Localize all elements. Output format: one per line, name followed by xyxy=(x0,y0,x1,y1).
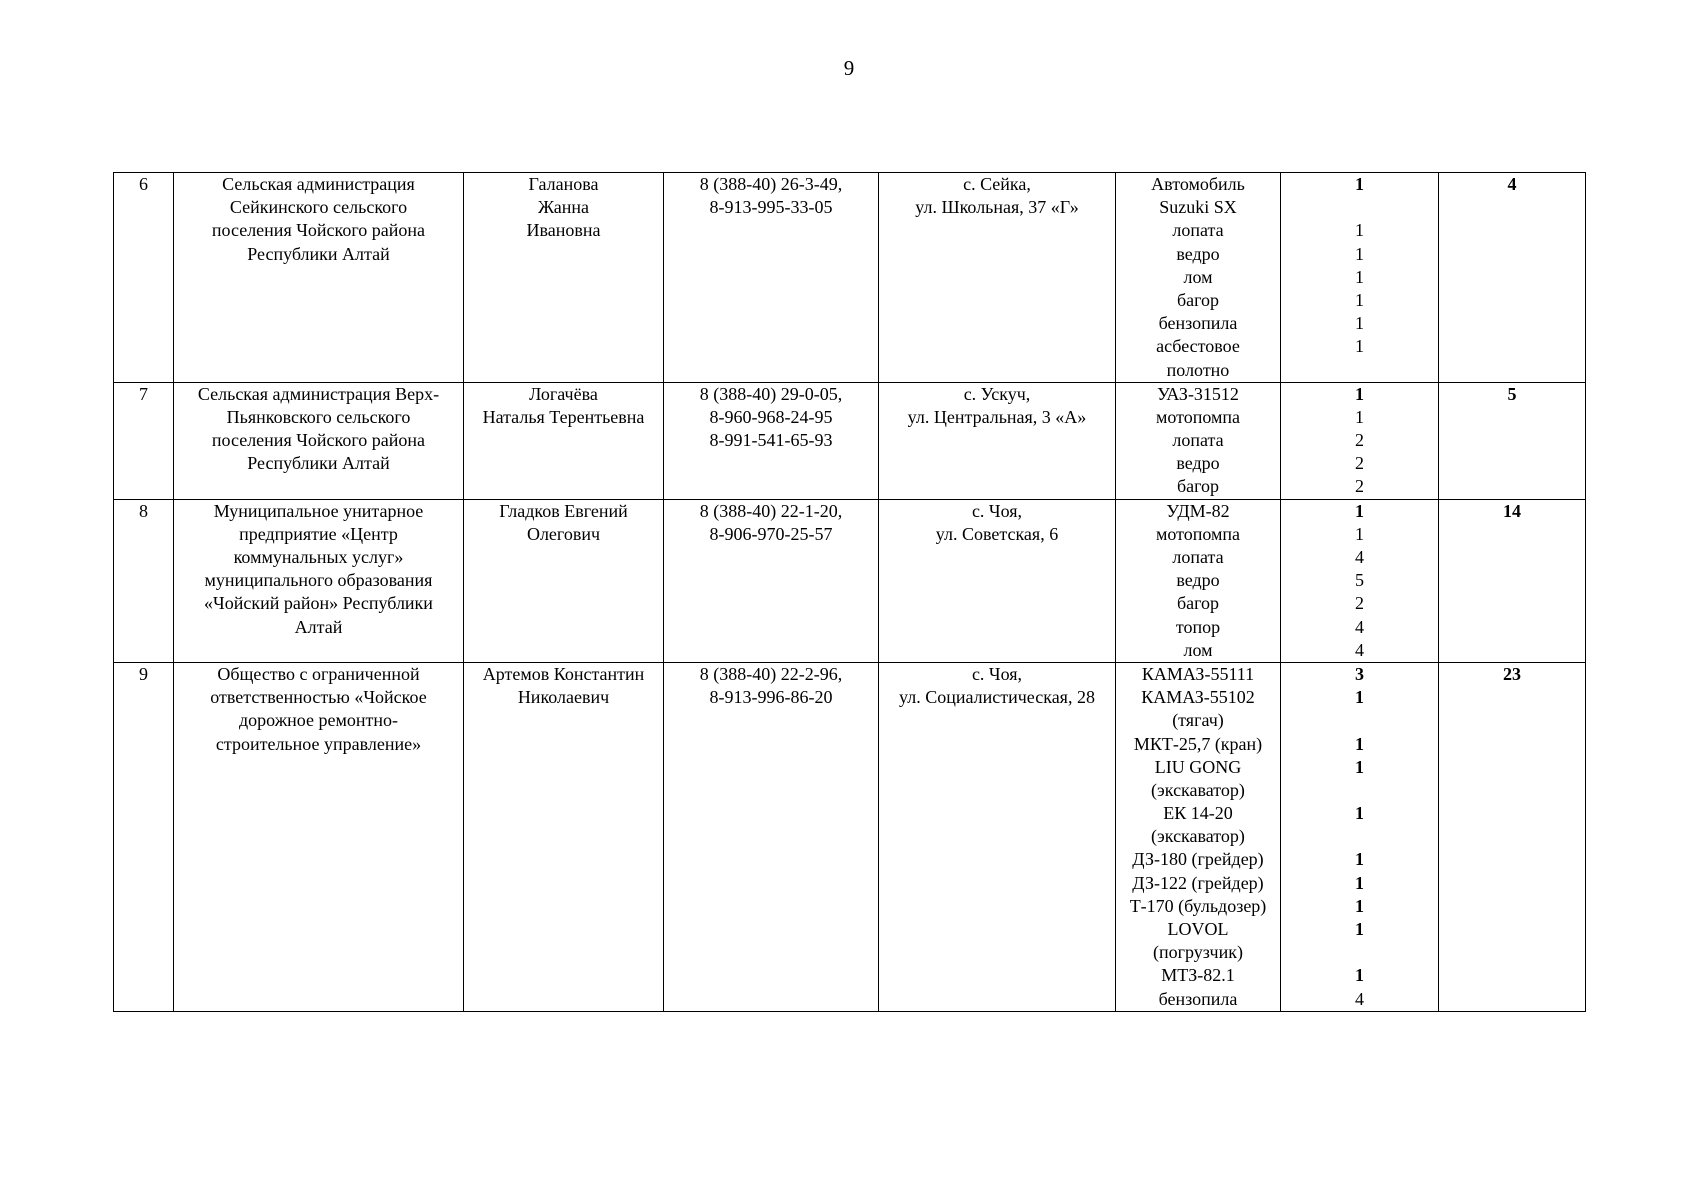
quantity-cell xyxy=(1281,499,1439,662)
quantity-item xyxy=(1285,709,1434,732)
quantity-item: 1 xyxy=(1355,872,1364,893)
quantity-item: 2 xyxy=(1355,476,1364,497)
equipment-cell xyxy=(1116,382,1281,499)
equipment-item: лопата xyxy=(1172,547,1224,567)
equipment-item: УДМ-82 xyxy=(1166,500,1230,521)
phone-cell: 8 (388-40) 29-0-05, 8-960-968-24-95 8-991-541-65-93 xyxy=(664,382,879,499)
quantity-item: 1 xyxy=(1355,336,1364,357)
quantity-item: 1 xyxy=(1355,523,1364,544)
organization-cell: Сельская администрация Верх- Пьянковского сельского поселения Чойского района Республики Алтай xyxy=(174,382,464,499)
equipment-item: МКТ-25,7 (кран) xyxy=(1133,733,1263,754)
equipment-item: УАЗ-31512 xyxy=(1157,383,1239,404)
quantity-item xyxy=(1285,941,1434,964)
phone-cell: 8 (388-40) 22-2-96, 8-913-996-86-20 xyxy=(664,662,879,1011)
quantity-item: 1 xyxy=(1355,266,1364,287)
equipment-item: ДЗ-122 (грейдер) xyxy=(1132,872,1264,893)
equipment-cell xyxy=(1116,662,1281,1011)
quantity-item: 1 xyxy=(1355,919,1364,939)
quantity-item: 1 xyxy=(1355,243,1364,264)
equipment-item: ведро xyxy=(1176,570,1220,591)
quantity-item xyxy=(1285,779,1434,802)
quantity-item: 1 xyxy=(1355,895,1364,916)
quantity-item: 1 xyxy=(1355,406,1364,427)
quantity-item: 2 xyxy=(1355,593,1364,614)
row-number-cell: 9 xyxy=(114,662,174,1011)
table-row xyxy=(114,173,1586,383)
quantity-item: 5 xyxy=(1355,570,1364,591)
equipment-item: бензопила xyxy=(1158,988,1238,1009)
equipment-item: (погрузчик) xyxy=(1153,942,1243,963)
equipment-table xyxy=(113,172,1586,1012)
table-row xyxy=(114,662,1586,1011)
row-number-cell: 8 xyxy=(114,499,174,662)
quantity-item: 3 xyxy=(1355,663,1364,684)
quantity-item: 2 xyxy=(1355,453,1364,474)
responsible-person-cell: Артемов Константин Николаевич xyxy=(464,662,664,1011)
equipment-item: (экскаватор) xyxy=(1151,826,1245,847)
quantity-item: 1 xyxy=(1355,174,1364,194)
equipment-item: мотопомпа xyxy=(1155,523,1241,544)
quantity-cell xyxy=(1281,173,1439,383)
equipment-item: LIU GONG xyxy=(1154,756,1242,777)
equipment-item: (экскаватор) xyxy=(1151,779,1245,800)
equipment-item: (тягач) xyxy=(1172,710,1224,731)
quantity-item xyxy=(1285,825,1434,848)
quantity-item: 1 xyxy=(1355,849,1364,870)
equipment-item: Т-170 (бульдозер) xyxy=(1129,895,1267,916)
equipment-item: ведро xyxy=(1176,453,1220,474)
address-cell: с. Ускуч, ул. Центральная, 3 «А» xyxy=(879,382,1116,499)
phone-cell: 8 (388-40) 22-1-20, 8-906-970-25-57 xyxy=(664,499,879,662)
total-cell: 4 xyxy=(1439,173,1586,383)
equipment-item: мотопомпа xyxy=(1155,406,1241,427)
quantity-item: 4 xyxy=(1355,988,1364,1009)
quantity-item: 1 xyxy=(1355,220,1364,241)
equipment-item: МТЗ-82.1 xyxy=(1161,965,1235,986)
address-cell: с. Чоя, ул. Советская, 6 xyxy=(879,499,1116,662)
quantity-item: 1 xyxy=(1355,756,1364,777)
responsible-person-cell: Галанова Жанна Ивановна xyxy=(464,173,664,383)
equipment-item: лопата xyxy=(1172,220,1224,241)
equipment-item: багор xyxy=(1176,593,1220,614)
equipment-item: полотно xyxy=(1166,359,1230,380)
equipment-item: лом xyxy=(1183,266,1213,287)
quantity-item xyxy=(1285,196,1434,219)
total-cell: 5 xyxy=(1439,382,1586,499)
quantity-item xyxy=(1285,359,1434,382)
quantity-item: 1 xyxy=(1355,500,1364,521)
page-number: 9 xyxy=(843,56,855,80)
total-cell: 14 xyxy=(1439,499,1586,662)
quantity-item: 1 xyxy=(1355,383,1364,404)
quantity-item: 4 xyxy=(1355,616,1364,637)
equipment-item: бензопила xyxy=(1158,313,1238,334)
quantity-cell xyxy=(1281,662,1439,1011)
equipment-item: багор xyxy=(1176,476,1220,497)
quantity-cell xyxy=(1281,382,1439,499)
equipment-item: лопата xyxy=(1172,430,1224,451)
total-cell: 23 xyxy=(1439,662,1586,1011)
quantity-item: 1 xyxy=(1355,803,1364,824)
equipment-item: багор xyxy=(1176,289,1220,310)
quantity-item: 4 xyxy=(1355,547,1364,567)
quantity-item: 4 xyxy=(1355,639,1364,660)
responsible-person-cell: Гладков Евгений Олегович xyxy=(464,499,664,662)
equipment-item: Автомобиль xyxy=(1151,174,1245,194)
quantity-item: 1 xyxy=(1355,313,1364,334)
responsible-person-cell: Логачёва Наталья Терентьевна xyxy=(464,382,664,499)
equipment-item: ДЗ-180 (грейдер) xyxy=(1132,849,1264,870)
equipment-item: Suzuki SX xyxy=(1159,197,1237,218)
equipment-cell xyxy=(1116,499,1281,662)
quantity-item: 1 xyxy=(1355,965,1364,986)
table-row xyxy=(114,382,1586,499)
quantity-item: 1 xyxy=(1355,687,1364,708)
equipment-item: асбестовое xyxy=(1156,336,1240,357)
address-cell: с. Сейка, ул. Школьная, 37 «Г» xyxy=(879,173,1116,383)
quantity-item: 1 xyxy=(1355,289,1364,310)
equipment-item: КАМАЗ-55102 xyxy=(1141,687,1255,708)
address-cell: с. Чоя, ул. Социалистическая, 28 xyxy=(879,662,1116,1011)
row-number-cell: 7 xyxy=(114,382,174,499)
table-row xyxy=(114,499,1586,662)
organization-cell: Муниципальное унитарное предприятие «Центр коммунальных услуг» муниципального образования «Чойский район» Республики Алтай xyxy=(174,499,464,662)
equipment-item: КАМАЗ-55111 xyxy=(1141,663,1255,684)
organization-cell: Общество с ограниченной ответственностью «Чойское дорожное ремонтно- строительное управление» xyxy=(174,662,464,1011)
phone-cell: 8 (388-40) 26-3-49, 8-913-995-33-05 xyxy=(664,173,879,383)
row-number-cell: 6 xyxy=(114,173,174,383)
organization-cell: Сельская администрация Сейкинского сельского поселения Чойского района Республики Алтай xyxy=(174,173,464,383)
equipment-cell xyxy=(1116,173,1281,383)
equipment-item: ЕК 14-20 xyxy=(1163,803,1233,824)
quantity-item: 1 xyxy=(1355,733,1364,754)
equipment-item: ведро xyxy=(1176,243,1220,264)
equipment-item: LOVOL xyxy=(1167,919,1229,939)
equipment-item: топор xyxy=(1175,616,1221,637)
quantity-item: 2 xyxy=(1355,430,1364,451)
equipment-item: лом xyxy=(1183,639,1213,660)
